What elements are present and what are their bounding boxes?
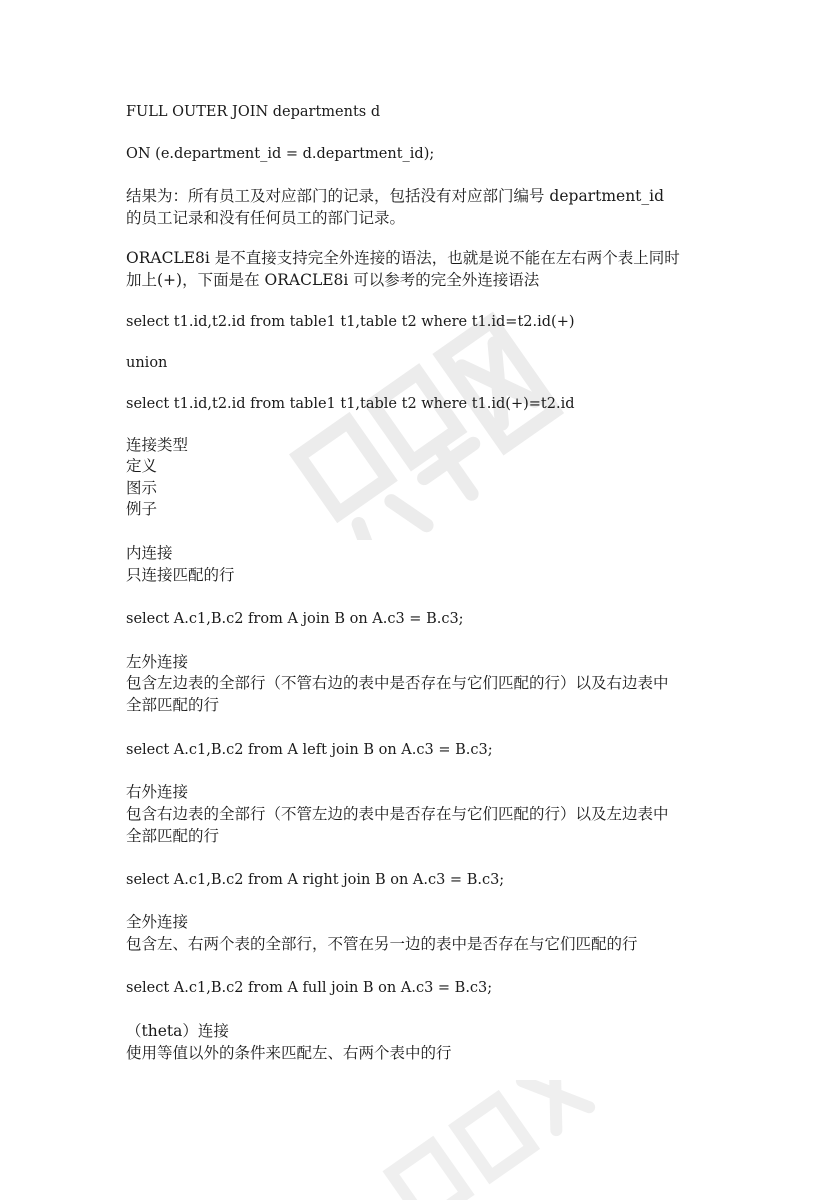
text-line: ORACLE8i 是不直接支持完全外连接的语法，也就是说不能在左右两个表上同时 bbox=[126, 249, 680, 267]
text-line: 全部匹配的行 bbox=[126, 827, 220, 845]
code-line: ON (e.department_id = d.department_id); bbox=[126, 146, 435, 162]
text-line: 连接类型 bbox=[126, 436, 189, 454]
text-line: （theta）连接 bbox=[126, 1022, 229, 1040]
text-line: 例子 bbox=[126, 500, 158, 518]
text-line: 包含左、右两个表的全部行，不管在另一边的表中是否存在与它们匹配的行 bbox=[126, 935, 638, 953]
code-line: select A.c1,B.c2 from A right join B on A.c3 = B.c3; bbox=[126, 872, 505, 888]
text-line: 加上(+)，下面是在 ORACLE8i 可以参考的完全外连接语法 bbox=[126, 271, 540, 289]
code-line: select t1.id,t2.id from table1 t1,table t2 where t1.id=t2.id(+) bbox=[126, 314, 575, 330]
code-line: FULL OUTER JOIN departments d bbox=[126, 104, 381, 120]
code-line: select A.c1,B.c2 from A left join B on A.c3 = B.c3; bbox=[126, 742, 493, 758]
text-line: 全部匹配的行 bbox=[126, 696, 220, 714]
text-line: 只连接匹配的行 bbox=[126, 566, 235, 584]
text-line: 的员工记录和没有任何员工的部门记录。 bbox=[126, 209, 406, 227]
code-line: select A.c1,B.c2 from A join B on A.c3 = B.c3; bbox=[126, 611, 464, 627]
code-line: union bbox=[126, 355, 168, 371]
text-line: 全外连接 bbox=[126, 913, 189, 931]
watermark-graphic bbox=[270, 300, 570, 540]
text-line: 右外连接 bbox=[126, 783, 189, 801]
code-line: select t1.id,t2.id from table1 t1,table t2 where t1.id(+)=t2.id bbox=[126, 396, 575, 412]
text-line: 图示 bbox=[126, 479, 158, 497]
text-line: 左外连接 bbox=[126, 653, 189, 671]
code-line: select A.c1,B.c2 from A full join B on A.c3 = B.c3; bbox=[126, 980, 493, 996]
watermark-graphic-bottom bbox=[360, 1080, 620, 1200]
text-line: 结果为：所有员工及对应部门的记录，包括没有对应部门编号 department_id bbox=[126, 187, 665, 205]
text-line: 定义 bbox=[126, 457, 158, 475]
text-line: 包含右边表的全部行（不管左边的表中是否存在与它们匹配的行）以及左边表中 bbox=[126, 805, 669, 823]
text-line: 内连接 bbox=[126, 544, 173, 562]
text-line: 包含左边表的全部行（不管右边的表中是否存在与它们匹配的行）以及右边表中 bbox=[126, 674, 669, 692]
text-line: 使用等值以外的条件来匹配左、右两个表中的行 bbox=[126, 1044, 452, 1062]
